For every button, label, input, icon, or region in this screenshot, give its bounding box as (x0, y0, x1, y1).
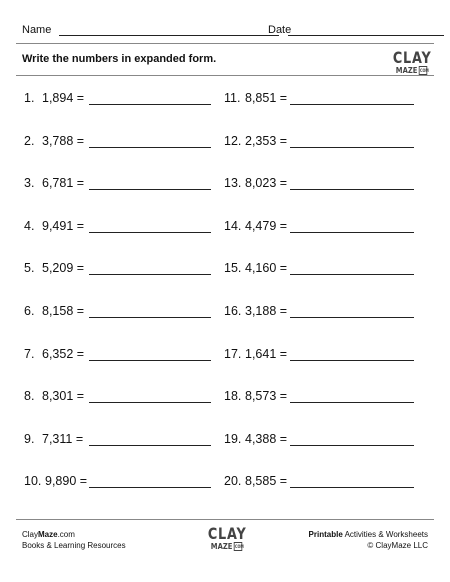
answer-line[interactable] (89, 147, 211, 148)
claymaze-footer-logo-icon: CLAY MAZE COM (207, 524, 247, 551)
footer-divider (16, 519, 434, 520)
problem-item (24, 91, 224, 107)
footer-site[interactable]: ClayMaze.com (22, 530, 75, 539)
problem-number: 12. (224, 133, 242, 148)
problem-value: 5,209 = (42, 261, 85, 276)
problem-item (224, 474, 424, 490)
footer-copyright: © ClayMaze LLC (367, 541, 428, 550)
problem-item (24, 176, 224, 192)
problem-item (224, 219, 424, 235)
problem-number: 18. (224, 389, 242, 404)
answer-line[interactable] (89, 487, 211, 488)
answer-line[interactable] (290, 445, 414, 446)
answer-line[interactable] (89, 232, 211, 233)
problem-value: 6,352 = (42, 346, 85, 361)
problem-item (224, 176, 424, 192)
problem-number: 7. (24, 346, 35, 361)
problem-value: 2,353 = (245, 133, 288, 148)
problem-value: 4,160 = (245, 261, 288, 276)
answer-line[interactable] (290, 317, 414, 318)
problem-item (24, 347, 224, 363)
name-field[interactable] (59, 35, 279, 36)
problem-value: 8,573 = (245, 389, 288, 404)
problem-item (24, 474, 224, 490)
problem-number: 4. (24, 218, 35, 233)
problem-item (24, 304, 224, 320)
answer-line[interactable] (89, 104, 211, 105)
date-label: Date (268, 24, 292, 36)
problem-value: 3,188 = (245, 304, 288, 318)
problem-item (24, 219, 224, 235)
problem-number: 16. (224, 304, 242, 318)
problem-number: 13. (224, 176, 242, 191)
answer-line[interactable] (290, 104, 414, 105)
answer-line[interactable] (290, 360, 414, 361)
problem-item (224, 91, 424, 107)
problem-item (24, 389, 224, 405)
problem-item (24, 261, 224, 277)
answer-line[interactable] (290, 147, 414, 148)
footer-right (309, 529, 428, 551)
problem-item (224, 261, 424, 277)
answer-line[interactable] (89, 317, 211, 318)
problem-number: 19. (224, 431, 242, 446)
name-row (22, 22, 428, 40)
problem-item (224, 347, 424, 363)
instructions: Write the numbers in expanded form. (22, 53, 217, 65)
problem-value: 1,641 = (245, 346, 288, 361)
problem-number: 15. (224, 261, 242, 276)
problem-number: 5. (24, 261, 35, 276)
answer-line[interactable] (290, 232, 414, 233)
name-label: Name (22, 24, 52, 36)
problem-value: 8,158 = (42, 304, 85, 318)
problem-value: 8,851 = (245, 91, 288, 105)
instructions-divider (16, 75, 434, 76)
problem-number: 3. (24, 176, 35, 191)
problem-value: 1,894 = (42, 91, 85, 105)
problem-value: 4,479 = (245, 218, 288, 233)
problem-item (224, 134, 424, 150)
problem-item (24, 432, 224, 448)
problem-item (224, 389, 424, 405)
problem-item (224, 432, 424, 448)
problem-value: 6,781 = (42, 176, 85, 191)
date-field[interactable] (288, 35, 444, 36)
problem-number: 14. (224, 218, 242, 233)
footer-tagline: Books & Learning Resources (22, 541, 126, 550)
problem-number: 17. (224, 346, 242, 361)
header-divider (16, 43, 434, 44)
problem-number: 1. (24, 91, 35, 105)
problem-item (24, 134, 224, 150)
problem-number: 9. (24, 431, 35, 446)
footer-left (22, 529, 126, 551)
answer-line[interactable] (290, 274, 414, 275)
answer-line[interactable] (89, 189, 211, 190)
problem-number: 8. (24, 389, 35, 404)
problem-number: 2. (24, 133, 35, 148)
problem-number: 20. (224, 474, 242, 489)
problem-value: 4,388 = (245, 431, 288, 446)
answer-line[interactable] (290, 487, 414, 488)
answer-line[interactable] (89, 274, 211, 275)
answer-line[interactable] (290, 189, 414, 190)
problem-value: 9,491 = (42, 218, 85, 233)
problem-value: 8,301 = (42, 389, 85, 404)
problem-number: 11. (224, 91, 241, 105)
problem-item (224, 304, 424, 320)
footer-printable: Printable Activities & Worksheets (308, 530, 428, 539)
claymaze-logo-icon: CLAY MAZE COM (392, 48, 432, 75)
problem-value: 8,585 = (245, 474, 288, 489)
answer-line[interactable] (89, 360, 211, 361)
answer-line[interactable] (290, 402, 414, 403)
problem-value: 7,311 = (42, 431, 84, 446)
answer-line[interactable] (89, 402, 211, 403)
answer-line[interactable] (89, 445, 211, 446)
problem-number: 10. (24, 474, 42, 489)
problem-value: 9,890 = (45, 474, 88, 489)
problem-number: 6. (24, 304, 35, 318)
problem-value: 8,023 = (245, 176, 288, 191)
problem-value: 3,788 = (42, 133, 85, 148)
